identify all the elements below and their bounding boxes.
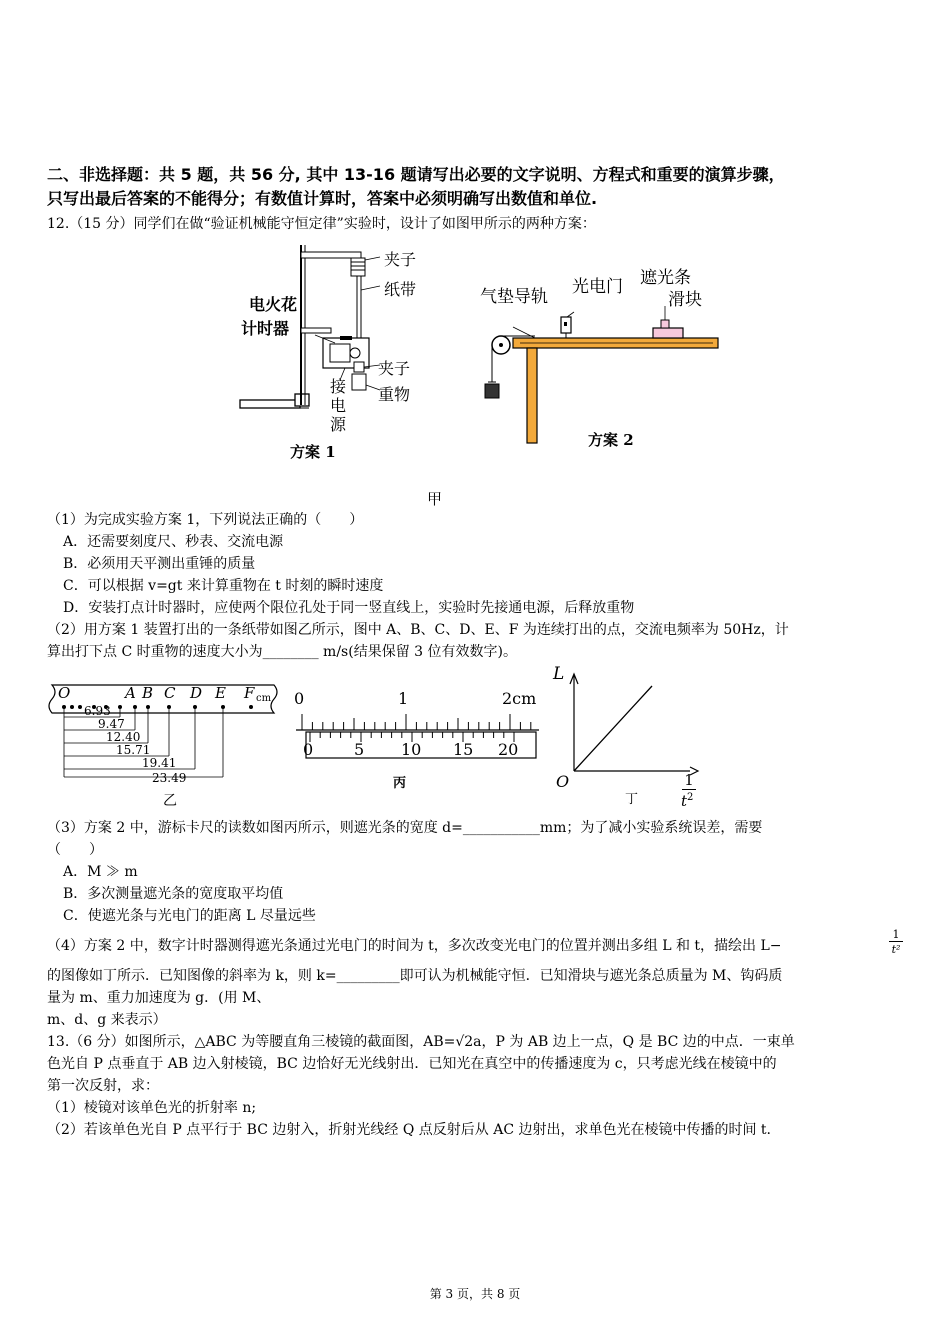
q12-intro: 12.（15 分）同学们在做“验证机械能守恒定律”实验时，设计了如图甲所示的两种方案：	[47, 216, 596, 232]
q12-p3-line2: （ ）	[47, 842, 103, 858]
q12-p4-line3: 量为 m、重力加速度为 g．(用 M、	[47, 990, 271, 1006]
q12-p1-option-b: B．必须用天平测出重锤的质量	[63, 556, 256, 572]
label-timer-l1: 电火花	[249, 295, 298, 314]
q13-line3: 第一次反射，求：	[47, 1078, 159, 1094]
tape-unit: cm	[256, 693, 272, 704]
graph-diagram	[560, 668, 700, 788]
tape-point-a: A	[125, 684, 136, 702]
q13-line4: （1）棱镜对该单色光的折射率 n;	[47, 1100, 257, 1116]
q13-line2: 色光自 P 点垂直于 AB 边入射棱镜，BC 边恰好无光线射出．已知光在真空中的传播速度为 c，只考虑光线在棱镜中的	[47, 1056, 777, 1072]
graph-x-numerator: 1	[682, 772, 696, 790]
label-weight: 重物	[378, 385, 411, 404]
tape-dist-3: 12.40	[106, 730, 141, 744]
q12-p4-line4: m、d、g 来表示）	[47, 1012, 167, 1028]
scheme2-diagram	[475, 300, 725, 450]
q12-p4-line2: 的图像如丁所示．已知图像的斜率为 k，则 k=_________即可认为机械能守恒．已知滑块与遮光条总质量为 M、钩码质	[47, 968, 783, 984]
tape-dist-5: 19.41	[142, 756, 177, 770]
label-power: 接电源	[330, 377, 347, 434]
graph-origin: O	[556, 772, 570, 791]
p4-frac-denominator: t²	[891, 943, 901, 956]
label-clip-top: 夹子	[384, 250, 417, 269]
scheme1-caption: 方案 1	[290, 443, 336, 461]
q12-p3-option-c: C．使遮光条与光电门的距离 L 尽量远些	[63, 908, 316, 924]
fig-ding-caption: 丁	[625, 792, 639, 807]
graph-x-denominator	[681, 792, 693, 810]
q13-line1: 13.（6 分）如图所示，△ABC 为等腰直角三棱镜的截面图，AB=√2a，P 为 AB 边上一点，Q 是 BC 边的中点．一束单	[47, 1034, 795, 1050]
vernier-scale-15: 15	[453, 740, 474, 759]
tape-dist-2: 9.47	[98, 717, 125, 731]
section-header-line2: 只写出最后答案的不能得分；有数值计算时，答案中必须明确写出数值和单位.	[47, 189, 598, 208]
scheme2-caption: 方案 2	[588, 431, 634, 449]
fig-jia-caption: 甲	[427, 490, 443, 508]
tape-dist-4: 15.71	[116, 743, 151, 757]
label-clip-bottom: 夹子	[378, 359, 411, 378]
tape-dist-6: 23.49	[152, 771, 187, 785]
label-timer-l2: 计时器	[241, 319, 290, 338]
q12-p1-option-c: C．可以根据 v=gt 来计算重物在 t 时刻的瞬时速度	[63, 578, 384, 594]
label-track: 气垫导轨	[480, 287, 548, 307]
q12-p2-line2: 算出打下点 C 时重物的速度大小为________ m/s(结果保留 3 位有效数字)。	[47, 644, 517, 660]
label-strip: 遮光条	[640, 268, 691, 288]
graph-y-label: L	[553, 664, 565, 684]
label-tape: 纸带	[384, 280, 417, 299]
fig-yi-caption: 乙	[163, 793, 177, 809]
q12-p3-option-a: A．M ≫ m	[63, 864, 138, 880]
label-gate: 光电门	[572, 277, 623, 297]
q12-p4-line1: （4）方案 2 中，数字计时器测得遮光条通过光电门的时间为 t，多次改变光电门的位置并测出多组 L 和 t，描绘出 L−	[47, 938, 782, 954]
label-slider: 滑块	[668, 290, 702, 310]
page-footer: 第 3 页，共 8 页	[429, 1287, 521, 1301]
q12-p3-line1: （3）方案 2 中，游标卡尺的读数如图丙所示，则遮光条的宽度 d=___________mm；为了减小实验系统误差，需要	[47, 820, 763, 836]
graph-x-den-exp: 2	[687, 792, 694, 803]
vernier-scale-0: 0	[303, 740, 314, 759]
vernier-scale-5: 5	[354, 740, 365, 759]
p4-frac-numerator: 1	[889, 928, 903, 942]
scheme1-diagram	[235, 240, 435, 470]
section-header-line1: 二、非选择题：共 5 题，共 56 分, 其中 13-16 题请写出必要的文字说明、方程式和重要的演算步骤，	[47, 165, 785, 184]
vernier-scale-10: 10	[401, 740, 422, 759]
main-scale-1: 1	[398, 689, 409, 708]
tape-point-d: D	[190, 684, 203, 702]
fig-bing-caption: 丙	[393, 776, 407, 791]
graph-x-den-var: t	[681, 792, 688, 810]
tape-dist-1: 6.93	[84, 704, 111, 718]
vernier-scale-20: 20	[498, 740, 519, 759]
tape-point-e: E	[215, 684, 226, 702]
main-scale-0: 0	[294, 689, 305, 708]
tape-point-f: F	[244, 684, 255, 702]
q12-p1-stem: （1）为完成实验方案 1，下列说法正确的（ ）	[47, 512, 364, 528]
q12-p1-option-d: D．安装打点计时器时，应使两个限位孔处于同一竖直线上，实验时先接通电源，后释放重物	[63, 600, 635, 616]
q12-p3-option-b: B．多次测量遮光条的宽度取平均值	[63, 886, 284, 902]
tape-point-c: C	[164, 684, 176, 702]
q12-p2-line1: （2）用方案 1 装置打出的一条纸带如图乙所示，图中 A、B、C、D、E、F 为连续打出的点，交流电频率为 50Hz，计	[47, 622, 789, 638]
tape-point-b: B	[142, 684, 154, 702]
main-scale-2: 2cm	[502, 689, 537, 708]
tape-point-o: O	[58, 684, 71, 702]
q13-line5: （2）若该单色光自 P 点平行于 BC 边射入，折射光线经 Q 点反射后从 AC 边射出，求单色光在棱镜中传播的时间 t.	[47, 1122, 772, 1138]
q12-p1-option-a: A．还需要刻度尺、秒表、交流电源	[63, 534, 284, 550]
